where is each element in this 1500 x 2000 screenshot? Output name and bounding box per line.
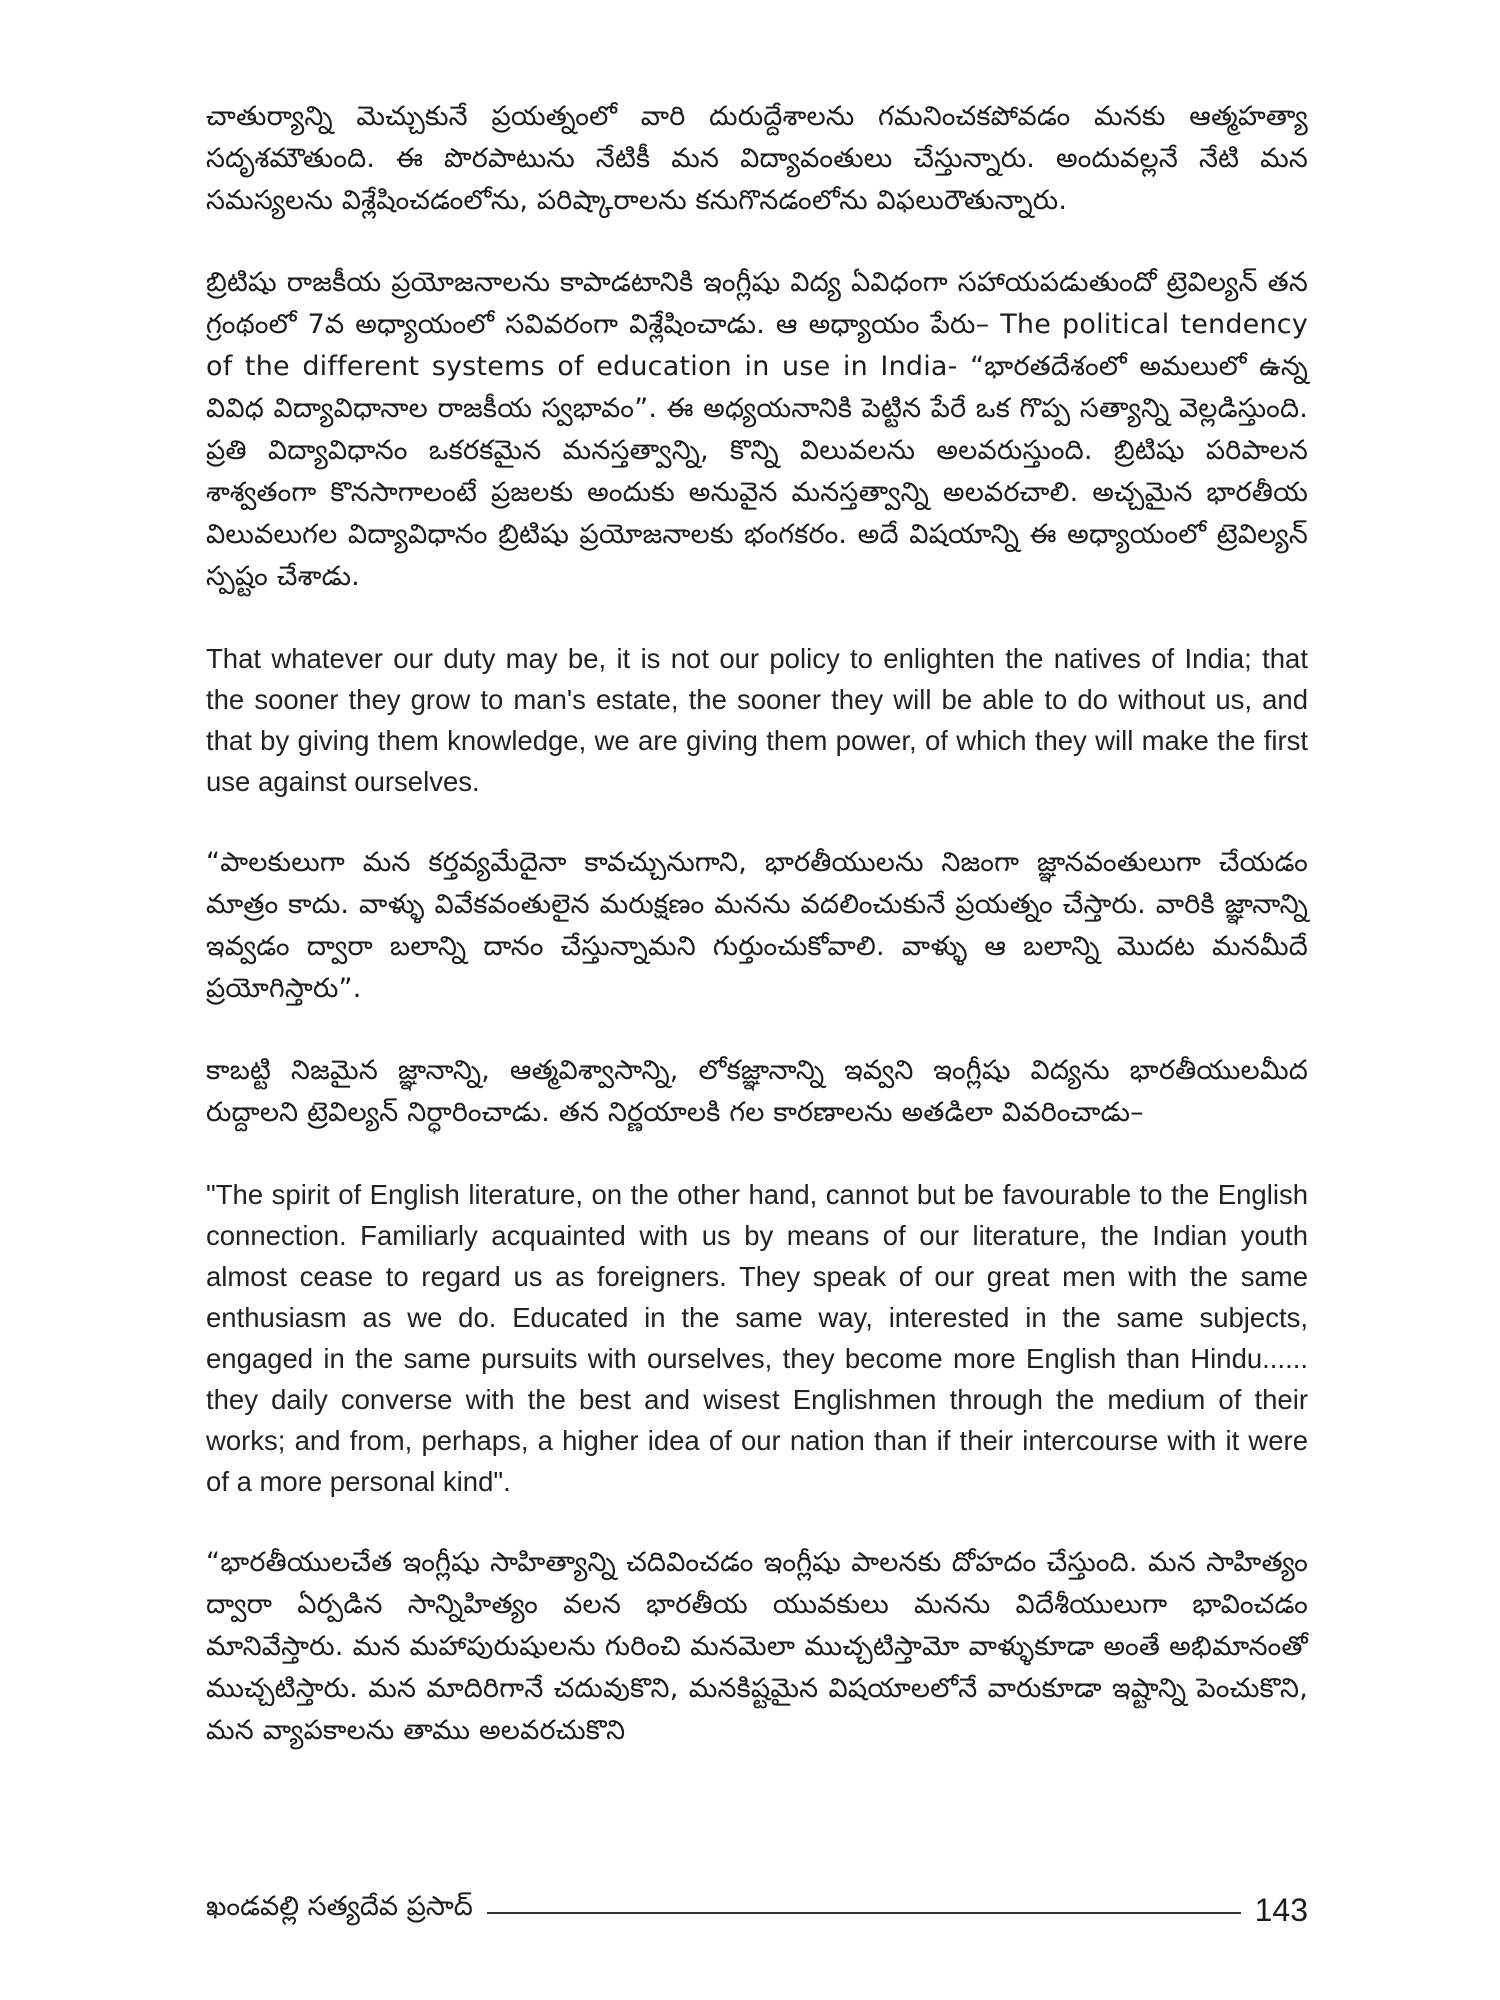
page-number: 143 — [1254, 1891, 1308, 1928]
paragraph-gap — [206, 222, 1308, 262]
page-footer — [206, 1888, 1308, 1932]
paragraph-gap — [206, 598, 1308, 638]
paragraph-2-telugu-trevelyan-chapter: బ్రిటిషు రాజకీయ ప్రయోజనాలను కాపాడటానికి ఇంగ్లీషు విద్య ఏవిధంగా సహాయపడుతుందో ట్రెవిల్యన్ తన గ్రంథంలో 7వ అధ్యాయంలో సవివరంగా విశ్లేషించాడు. ఆ అధ్యాయం పేరు– The political tendency of the different systems of education in use in India- “భారతదేశంలో అమలులో ఉన్న వివిధ విద్యావిధానాల రాజకీయ స్వభావం”. ఈ అధ్యయనానికి పెట్టిన పేరే ఒక గొప్ప సత్యాన్ని వెల్లడిస్తుంది. ప్రతి విద్యావిధానం ఒకరకమైన మనస్తత్వాన్ని, కొన్ని విలువలను అలవరుస్తుంది. బ్రిటిషు పరిపాలన శాశ్వతంగా కొనసాగాలంటే ప్రజలకు అందుకు అనువైన మనస్తత్వాన్ని అలవరచాలి. అచ్చమైన భారతీయ విలువలుగల విద్యావిధానం బ్రిటిషు ప్రయోజనాలకు భంగకరం. అదే విషయాన్ని ఈ అధ్యాయంలో ట్రెవిల్యన్ స్పష్టం చేశాడు. — [206, 267, 1308, 592]
footer-divider-line — [487, 1912, 1241, 1914]
footer-author-name: ఖండవల్లి సత్యదేవ ప్రసాద్ — [206, 1891, 473, 1922]
paragraph-gap — [206, 1502, 1308, 1542]
paragraph-6-english-literature-quote: "The spirit of English literature, on the other hand, cannot but be favourable to the English connection. Familiarly acquainted with us by means of our literature, the Indian youth almost cease to regard us as foreigners. They speak of our great men with the same enthusiasm as we do. Educated in the same way, interested in the same subjects, engaged in the same pursuits with ourselves, they become more English than Hindu...... they daily converse with the best and wisest Englishmen through the medium of their works; and from, perhaps, a higher idea of our nation than if their intercourse with it were of a more personal kind". — [206, 1179, 1308, 1497]
paragraph-5-telugu-conclusion: కాబట్టి నిజమైన జ్ఞానాన్ని, ఆత్మవిశ్వాసాన్ని, లోకజ్ఞానాన్ని ఇవ్వని ఇంగ్లీషు విద్యను భారతీయులమీద రుద్దాలని ట్రెవిల్యన్ నిర్ధారించాడు. తన నిర్ణయాలకి గల కారణాలను అతడిలా వివరించాడు– — [206, 1055, 1308, 1128]
paragraph-gap — [206, 1134, 1308, 1174]
paragraph-1-telugu: చాతుర్యాన్ని మెచ్చుకునే ప్రయత్నంలో వారి దురుద్దేశాలను గమనించకపోవడం మనకు ఆత్మహత్యా సదృశమౌతుంది. ఈ పొరపాటును నేటికీ మన విద్యావంతులు చేస్తున్నారు. అందువల్లనే నేటి మన సమస్యలను విశ్లేషించడంలోను, పరిష్కారాలను కనుగొనడంలోను విఫలురౌతున్నారు. — [206, 101, 1308, 216]
paragraph-4-telugu-translation: “పాలకులుగా మన కర్తవ్యమేదైనా కావచ్చునుగాని, భారతీయులను నిజంగా జ్ఞానవంతులుగా చేయడం మాత్రం కాదు. వాళ్ళు వివేకవంతులైన మరుక్షణం మనను వదలించుకునే ప్రయత్నం చేస్తారు. వారికి జ్ఞానాన్ని ఇవ్వడం ద్వారా బలాన్ని దానం చేస్తున్నామని గుర్తుంచుకోవాలి. వాళ్ళు ఆ బలాన్ని మొదట మనమీదే ప్రయోగిస్తారు”. — [206, 847, 1308, 1004]
paragraph-gap — [206, 1010, 1308, 1050]
paragraph-3-english-quote: That whatever our duty may be, it is not our policy to enlighten the natives of India; that the sooner they grow to man's estate, the sooner they will be able to do without us, and that by giving them knowledge, we are giving them power, of which they will make the first use against ourselves. — [206, 643, 1308, 797]
paragraph-7-telugu-translation: “భారతీయులచేత ఇంగ్లీషు సాహిత్యాన్ని చదివించడం ఇంగ్లీషు పాలనకు దోహదం చేస్తుంది. మన సాహిత్యం ద్వారా ఏర్పడిన సాన్నిహిత్యం వలన భారతీయ యువకులు మనను విదేశీయులుగా భావించడం మానివేస్తారు. మన మహాపురుషులను గురించి మనమెలా ముచ్చటిస్తామో వాళ్ళుకూడా అంతే అభిమానంతో ముచ్చటిస్తారు. మన మాదిరిగానే చదువుకొని, మనకిష్టమైన విషయాలలోనే వారుకూడా ఇష్టాన్ని పెంచుకొని, మన వ్యాపకాలను తాము అలవరచుకొని — [206, 1547, 1308, 1746]
paragraph-gap — [206, 802, 1308, 842]
